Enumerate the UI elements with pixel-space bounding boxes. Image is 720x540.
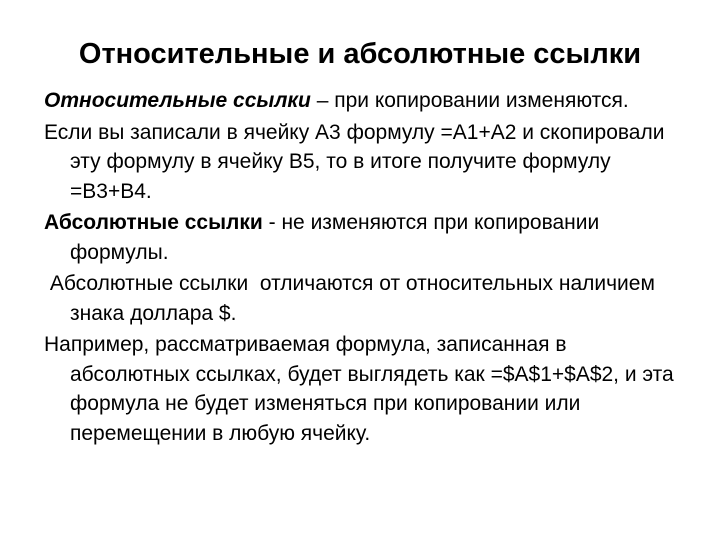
slide-title: Относительные и абсолютные ссылки bbox=[78, 38, 642, 70]
term-absolute-links: Абсолютные ссылки bbox=[44, 211, 263, 234]
relative-links-definition: – при копировании изменяются. bbox=[310, 89, 629, 112]
slide-body bbox=[44, 86, 690, 448]
term-relative-links: Относительные ссылки bbox=[44, 89, 311, 112]
paragraph-relative-links bbox=[44, 86, 690, 116]
paragraph-absolute-links bbox=[44, 208, 690, 267]
paragraph-dollar-sign: Абсолютные ссылки отличаются от относительных наличием знака доллара $. bbox=[44, 272, 661, 325]
paragraph-relative-example: Если вы записали в ячейку А3 формулу =А1+А2 и скопировали эту формулу в ячейку В5, то в итоге получите формулу =В3+В4. bbox=[44, 120, 665, 203]
paragraph-absolute-example: Например, рассматриваемая формула, записанная в абсолютных ссылках, будет выглядеть как =$A$1+$A$2, и эта формула не будет изменяться при копировании или перемещении в любую ячейку. bbox=[44, 333, 674, 445]
absolute-links-definition: - не изменяются при копировании формулы. bbox=[70, 211, 600, 264]
